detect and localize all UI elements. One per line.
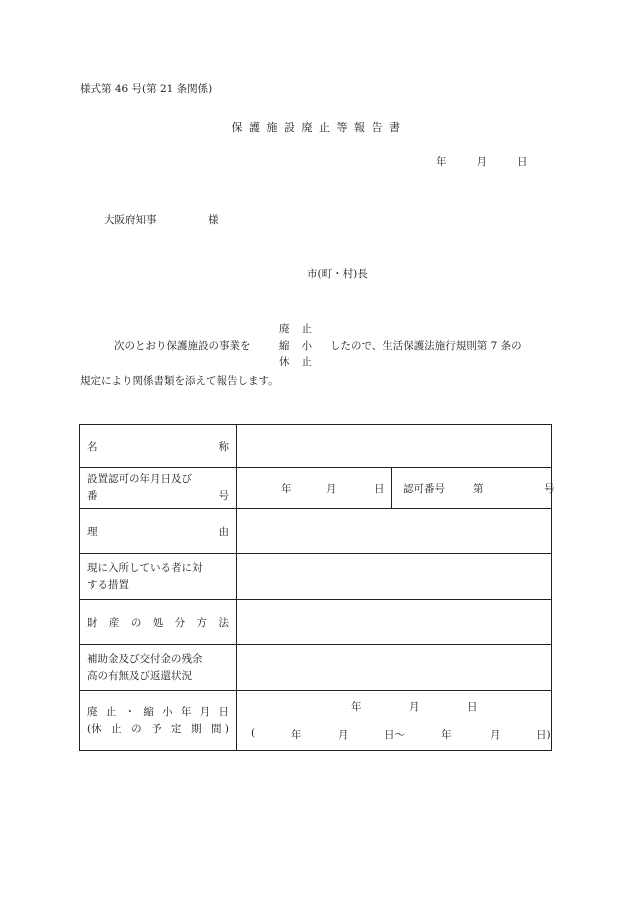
closure-month: 月	[409, 701, 420, 713]
period-end-day: 日)	[536, 729, 551, 741]
value-property-disposal[interactable]	[237, 600, 552, 645]
label-residents-measures	[80, 554, 237, 600]
report-table	[79, 424, 555, 751]
period-end-month: 月	[490, 729, 501, 741]
option-char: 止	[301, 323, 312, 335]
label-char: の	[130, 616, 142, 629]
label-line: 現に入所している者に対	[87, 561, 203, 574]
label-char: 称	[218, 440, 229, 453]
label-reason	[80, 509, 237, 554]
addressee-honorific: 様	[208, 214, 219, 226]
value-residents-measures[interactable]	[237, 554, 552, 600]
label-subsidy-status	[80, 645, 237, 691]
label-char: 年	[180, 705, 192, 718]
permit-number-prefix: 第	[473, 483, 484, 495]
permit-month: 月	[326, 483, 337, 495]
option-char: 小	[301, 340, 312, 352]
period-start-month: 月	[338, 729, 349, 741]
table-row-closure-date	[80, 691, 552, 751]
value-subsidy-status[interactable]	[237, 645, 552, 691]
label-name	[80, 425, 237, 468]
addressee	[104, 212, 219, 227]
label-char: 予	[151, 722, 162, 735]
body-text-after: したので、生活保護法施行規則第 7 条の	[330, 340, 522, 352]
label-char: 間 )	[211, 722, 229, 735]
date-month: 月	[476, 156, 487, 168]
permit-number-suffix: 号	[544, 483, 555, 495]
label-line: 高の有無及び返還状況	[87, 669, 192, 682]
table-row-residents	[80, 554, 552, 600]
value-closure-date[interactable]	[237, 691, 552, 751]
form-number: 様式第 46 号(第 21 条関係)	[80, 83, 213, 95]
option-haishi	[279, 321, 312, 336]
option-kyushi	[279, 354, 312, 369]
label-char: 小	[162, 705, 173, 718]
label-char: 方	[196, 616, 208, 629]
permit-divider	[391, 468, 392, 508]
label-char: 分	[174, 616, 186, 629]
label-char: 号	[218, 490, 229, 502]
date-year: 年	[436, 156, 447, 168]
label-char: 処	[152, 616, 164, 629]
value-permit[interactable]	[237, 468, 555, 509]
label-char: 月	[199, 705, 211, 718]
label-line: 設置認可の年月日及び	[87, 473, 192, 485]
permit-day: 日	[374, 483, 385, 495]
document-title: 保護施設廃止等報告書	[231, 121, 407, 134]
period-open: (	[251, 727, 256, 739]
permit-year: 年	[281, 483, 292, 495]
label-char: 財	[87, 616, 98, 629]
date-day: 日	[517, 156, 528, 168]
closure-day: 日	[467, 701, 478, 713]
label-line: する措置	[87, 578, 129, 591]
option-char: 廃	[279, 323, 290, 335]
label-char: (休	[87, 722, 102, 735]
period-end-year: 年	[441, 729, 452, 741]
body-text-before: 次のとおり保護施設の事業を	[114, 340, 251, 352]
label-char: 由	[218, 525, 229, 538]
label-char: 止	[111, 722, 122, 735]
table-row-property	[80, 600, 552, 645]
report-date	[436, 154, 528, 169]
table-row-reason	[80, 509, 552, 554]
label-char: 法	[218, 616, 229, 629]
label-permit-date	[80, 468, 237, 509]
label-char: 番	[87, 490, 98, 502]
label-char: 廃	[87, 705, 98, 718]
label-char: 産	[108, 616, 120, 629]
addressee-name: 大阪府知事	[104, 214, 157, 226]
label-char: 定	[171, 722, 182, 735]
label-char: 理	[87, 525, 98, 538]
body-text-line2: 規定により関係書類を添えて報告します。	[80, 375, 279, 387]
label-char: 止	[105, 705, 117, 718]
table-row-subsidy	[80, 645, 552, 691]
label-property-disposal	[80, 600, 237, 645]
period-start-year: 年	[291, 729, 302, 741]
label-char: 縮	[143, 705, 154, 718]
option-char: 縮	[279, 340, 290, 352]
sender-mayor: 市(町・村)長	[307, 268, 368, 280]
label-char: 日	[218, 705, 229, 718]
label-char: ・	[124, 705, 136, 718]
label-char: 期	[191, 722, 202, 735]
label-char: 名	[87, 440, 98, 453]
label-line: 補助金及び交付金の残余	[87, 652, 203, 665]
label-closure-date	[80, 691, 237, 751]
period-start-day: 日～	[384, 729, 405, 741]
label-char: の	[131, 722, 142, 735]
table-row-name	[80, 425, 552, 468]
table-row-permit	[80, 468, 552, 509]
option-char: 止	[301, 356, 312, 368]
option-shukusho	[279, 338, 312, 353]
option-char: 休	[279, 356, 290, 368]
value-name[interactable]	[237, 425, 552, 468]
closure-year: 年	[351, 701, 362, 713]
value-reason[interactable]	[237, 509, 552, 554]
permit-number-label: 認可番号	[403, 483, 445, 495]
